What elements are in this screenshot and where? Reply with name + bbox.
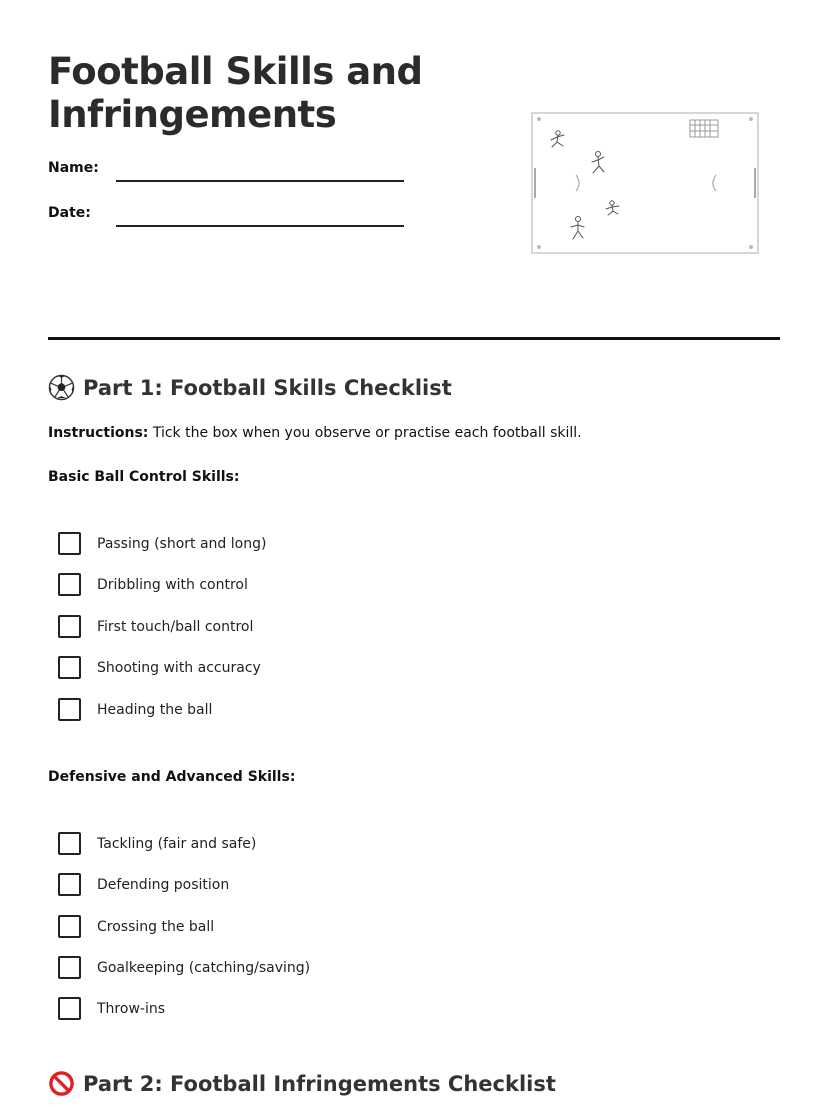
group-title-basic: Basic Ball Control Skills: [48,469,240,485]
football-pitch-illustration [530,111,760,255]
checklist-item-label: Tackling (fair and safe) [97,835,257,852]
checkbox[interactable] [58,573,81,596]
part1-heading-text: Part 1: Football Skills Checklist [83,375,452,400]
checkbox[interactable] [58,997,81,1020]
part1-heading [48,374,452,401]
checklist-item-label: Heading the ball [97,701,213,718]
date-label: Date: [48,205,91,221]
checklist-item[interactable] [58,873,229,896]
checklist-item[interactable] [58,997,165,1020]
instructions [48,425,582,441]
checkbox[interactable] [58,832,81,855]
checklist-item[interactable] [58,573,248,596]
date-line[interactable] [116,225,404,227]
part2-heading-text: Part 2: Football Infringements Checklist [83,1071,556,1096]
checklist-item-label: Crossing the ball [97,918,215,935]
checkbox[interactable] [58,956,81,979]
checkbox[interactable] [58,915,81,938]
checklist-item[interactable] [58,698,212,721]
checklist-item-label: First touch/ball control [97,618,254,635]
prohibited-icon [48,1070,75,1097]
section-divider [48,337,780,340]
checklist-item[interactable] [58,915,214,938]
checklist-item-label: Defending position [97,876,230,893]
checklist-item[interactable] [58,956,310,979]
checkbox[interactable] [58,698,81,721]
page-title: Football Skills and Infringements [48,50,423,136]
checkbox[interactable] [58,656,81,679]
checkbox[interactable] [58,532,81,555]
instructions-label: Instructions: [48,425,149,441]
name-line[interactable] [116,180,404,182]
checklist-item-label: Shooting with accuracy [97,659,261,676]
instructions-text: Tick the box when you observe or practise each football skill. [152,425,582,441]
checklist-item-label: Throw-ins [97,1000,165,1017]
soccer-ball-icon [48,374,75,401]
checklist-item[interactable] [58,532,266,555]
checkbox[interactable] [58,615,81,638]
checklist-item-label: Dribbling with control [97,576,248,593]
checklist-item-label: Goalkeeping (catching/saving) [97,959,311,976]
checkbox[interactable] [58,873,81,896]
name-label: Name: [48,160,99,176]
checklist-item[interactable] [58,656,261,679]
part2-heading [48,1070,556,1097]
group-title-defensive: Defensive and Advanced Skills: [48,769,296,785]
checklist-item-label: Passing (short and long) [97,535,267,552]
checklist-item[interactable] [58,615,253,638]
checklist-item[interactable] [58,832,256,855]
